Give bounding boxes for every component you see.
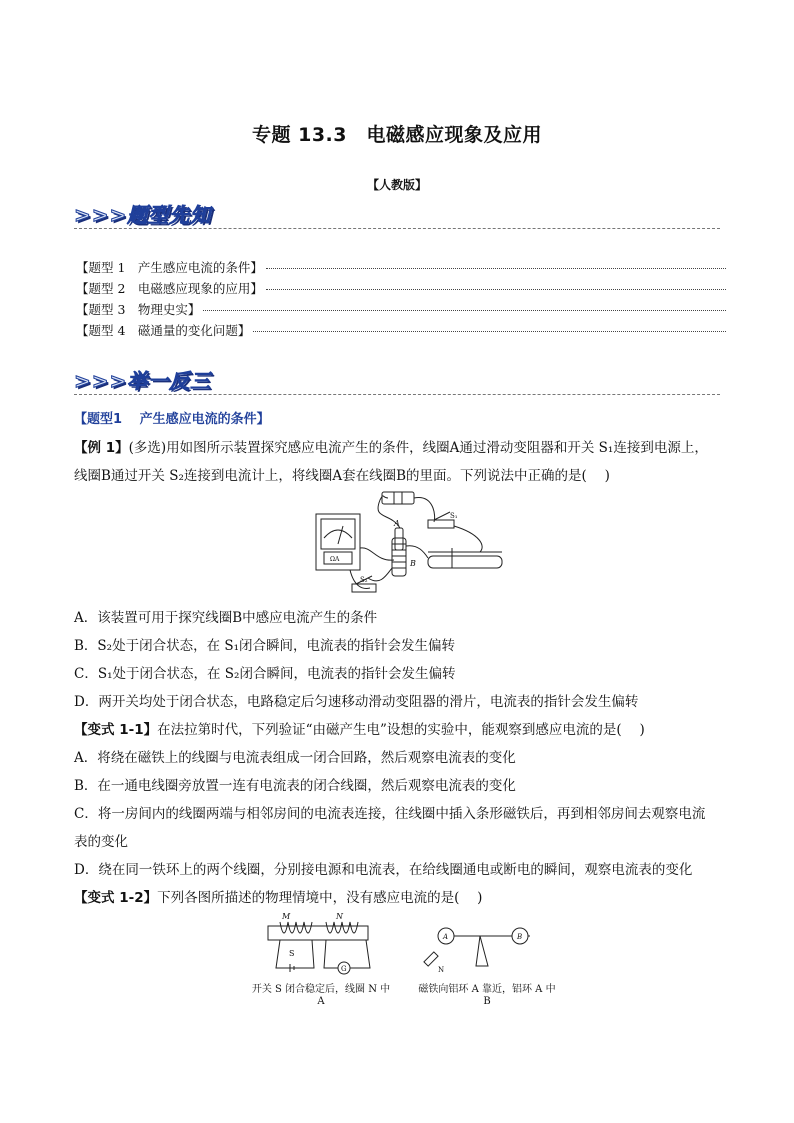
coil-n-icon xyxy=(326,922,358,933)
caption-b-text: 磁铁向铝环 A 靠近，铝环 A 中 xyxy=(418,984,556,995)
variant-1-1-stem: 【变式 1-1】在法拉第时代，下列验证“由磁产生电”设想的实验中，能观察到感应电流的是( ) xyxy=(74,722,645,738)
option-c: C．将一房间内的线圈两端与相邻房间的电流表连接，往线圈中插入条形磁铁后，再到相邻房间去观察电流 xyxy=(74,806,706,822)
toc-leader-dots xyxy=(253,331,726,332)
practice-banner xyxy=(74,362,720,398)
toc-item-label: 【题型 2 电磁感应现象的应用】 xyxy=(76,281,263,296)
toc-item[interactable] xyxy=(76,258,726,279)
variant-tag: 【变式 1-2】 xyxy=(74,890,158,906)
circuit-m xyxy=(276,940,314,968)
overview-banner-text: >>>题型先知 xyxy=(74,203,212,227)
practice-banner-text: >>>举一反三 xyxy=(74,369,212,393)
wire xyxy=(360,548,394,560)
section-heading: 【题型1 产生感应电流的条件】 xyxy=(74,412,270,427)
edition-label: 【人教版】 xyxy=(366,178,427,192)
toc-item-label: 【题型 1 产生感应电流的条件】 xyxy=(76,260,263,275)
example-tag: 【例 1】 xyxy=(74,440,129,456)
coil-m-icon xyxy=(280,922,312,933)
document-title: 专题 13.3 电磁感应现象及应用 xyxy=(252,124,542,146)
toc-item-label: 【题型 3 物理史实】 xyxy=(76,302,201,317)
coil-a-icon xyxy=(395,528,403,550)
dashed-divider xyxy=(74,228,720,229)
label-n: N xyxy=(336,912,343,921)
label-g: G xyxy=(341,965,347,973)
label-s2: S₂ xyxy=(360,576,368,584)
label-m: M xyxy=(282,912,291,921)
wire xyxy=(454,526,482,552)
magnet-icon xyxy=(424,952,438,966)
caption-a xyxy=(246,984,396,1008)
caption-a-text: 开关 S 闭合稳定后，线圈 N 中 xyxy=(251,984,391,995)
example-1-stem-line-2: 线圈B通过开关 S₂连接到电流计上，将线圈A套在线圈B的里面。下列说法中正确的是( ) xyxy=(74,468,610,484)
toc-leader-dots xyxy=(203,310,726,311)
ring-b-label: B xyxy=(517,933,523,941)
overview-banner xyxy=(74,196,720,232)
label-s1: S₁ xyxy=(450,512,458,520)
meter-label: ΩA xyxy=(330,556,340,563)
coil-experiment-figure xyxy=(310,486,514,604)
option-c: C．S₁处于闭合状态，在 S₂闭合瞬间，电流表的指针会发生偏转 xyxy=(74,666,456,682)
toc-item-label: 【题型 4 磁通量的变化问题】 xyxy=(76,323,251,338)
example-1-block xyxy=(74,406,734,490)
table-of-contents xyxy=(76,258,726,342)
caption-b xyxy=(412,984,562,1008)
option-a: A．将绕在磁铁上的线圈与电流表组成一闭合回路，然后观察电流表的变化 xyxy=(74,750,516,766)
toc-item[interactable] xyxy=(76,321,726,342)
option-c-continued: 表的变化 xyxy=(74,834,128,850)
toc-leader-dots xyxy=(266,268,726,269)
wire xyxy=(414,498,435,522)
label-b: B xyxy=(410,559,416,568)
variant-1-2-figures xyxy=(246,908,562,1018)
caption-a-letter: A xyxy=(317,996,325,1007)
variant-tag: 【变式 1-1】 xyxy=(74,722,158,738)
iron-core-icon xyxy=(268,926,368,940)
switch-s1-icon xyxy=(428,520,454,528)
pivot-stand-icon xyxy=(476,936,488,966)
option-a: A．该装置可用于探究线圈B中感应电流产生的条件 xyxy=(74,610,378,626)
example-1-options xyxy=(74,604,734,912)
variant-1-2-stem: 【变式 1-2】下列各图所描述的物理情境中，没有感应电流的是( ) xyxy=(74,890,483,906)
ring-a-label: A xyxy=(443,933,449,941)
magnet-n-label: N xyxy=(438,966,445,974)
option-d: D．绕在同一铁环上的两个线圈，分别接电源和电流表，在给线圈通电或断电的瞬间，观察电流表的变化 xyxy=(74,862,693,878)
wire xyxy=(368,568,392,581)
dashed-divider xyxy=(74,394,720,395)
label-s: S xyxy=(289,949,295,958)
label-a: A xyxy=(394,519,400,528)
figures-drawing xyxy=(246,908,562,988)
toc-item[interactable] xyxy=(76,300,726,321)
option-d: D．两开关均处于闭合状态，电路稳定后匀速移动滑动变阻器的滑片，电流表的指针会发生偏转 xyxy=(74,694,639,710)
example-1-stem-line-1: 【例 1】(多选)用如图所示装置探究感应电流产生的条件，线圈A通过滑动变阻器和开关 S₁连接到电源上， xyxy=(74,440,708,456)
toc-leader-dots xyxy=(266,289,726,290)
rheostat-icon xyxy=(428,556,502,568)
option-b: B．S₂处于闭合状态，在 S₁闭合瞬间，电流表的指针会发生偏转 xyxy=(74,638,456,654)
caption-b-letter: B xyxy=(483,996,491,1007)
wire xyxy=(406,546,428,558)
toc-item[interactable] xyxy=(76,279,726,300)
option-b: B．在一通电线圈旁放置一连有电流表的闭合线圈，然后观察电流表的变化 xyxy=(74,778,516,794)
